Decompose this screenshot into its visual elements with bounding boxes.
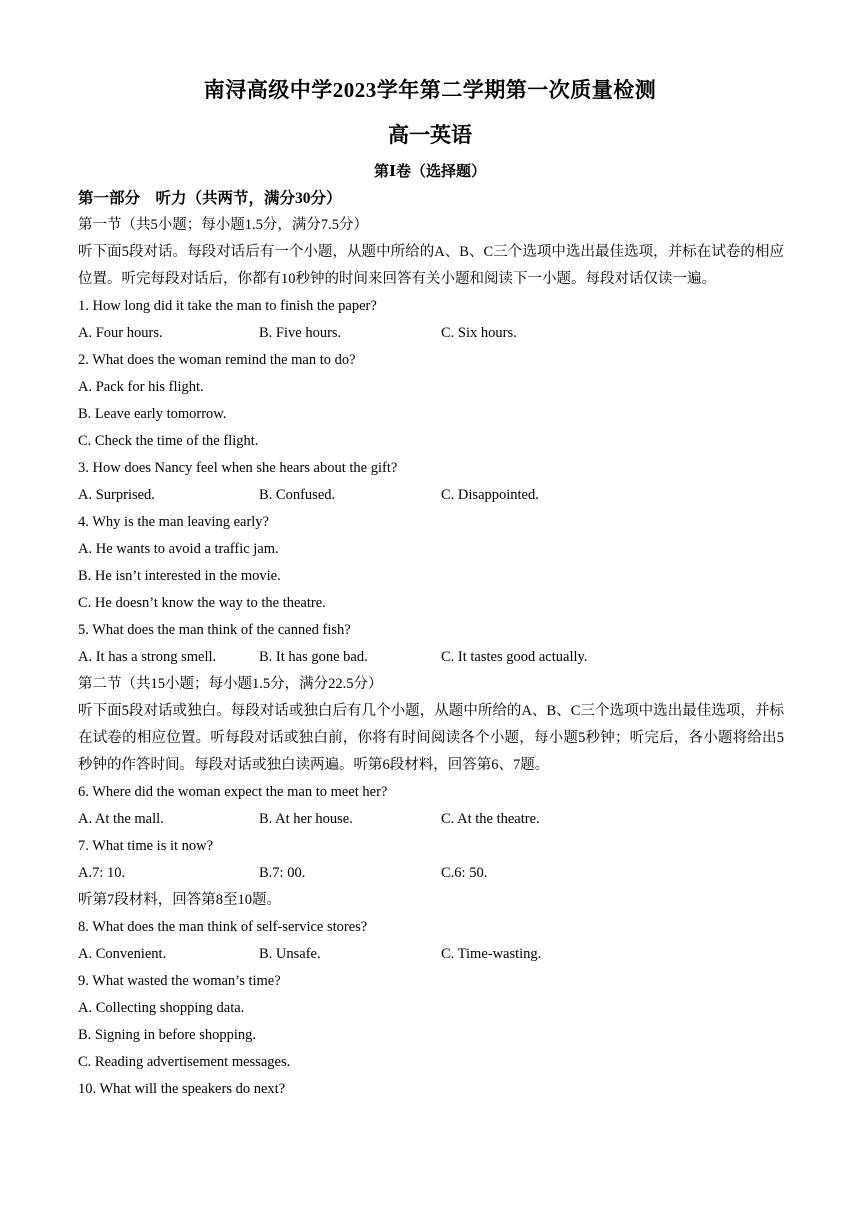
option-b: B. Unsafe. — [259, 946, 321, 962]
option-row — [78, 320, 784, 347]
option-a: A. At the mall. — [78, 811, 164, 827]
exam-content — [78, 185, 784, 1103]
question-stem: 7. What time is it now? — [78, 838, 214, 854]
option-c: C. Time-wasting. — [441, 946, 542, 962]
section-heading: 第二节（共15小题；每小题1.5分，满分22.5分） — [78, 676, 383, 692]
question-stem: 1. How long did it take the man to finish the paper? — [78, 298, 377, 314]
question-stem: 5. What does the man think of the canned fish? — [78, 622, 351, 638]
option-a: A. He wants to avoid a traffic jam. — [78, 541, 279, 557]
volume-title: 第Ⅰ卷（选择题） — [373, 164, 487, 180]
question-stem: 6. Where did the woman expect the man to meet her? — [78, 784, 388, 800]
option-row — [78, 806, 784, 833]
option-c: C. It tastes good actually. — [441, 649, 588, 665]
option-b: B. Five hours. — [259, 325, 342, 341]
option-c: C.6: 50. — [441, 865, 488, 881]
material-instruction: 听第7段材料，回答第8至10题。 — [78, 892, 281, 908]
option-row — [78, 941, 784, 968]
subject-title: 高一英语 — [388, 123, 472, 147]
option-row — [78, 482, 784, 509]
section-instructions: 听下面5段对话或独白。每段对话或独白后有几个小题，从题中所给的A、B、C三个选项中选出最佳选项，并标在试卷的相应位置。听每段对话或独白前，你将有时间阅读各个小题，每小题5秒钟；听完后，各小题将给出5秒钟的作答时间。每段对话或独白读两遍。听第6段材料，回答第6、7题。 — [78, 703, 784, 773]
option-b: B. It has gone bad. — [259, 649, 368, 665]
option-b: B.7: 00. — [259, 865, 306, 881]
exam-title: 南浔高级中学2023学年第二学期第一次质量检测 — [203, 78, 657, 102]
option-row — [78, 860, 784, 887]
option-b: B. Confused. — [259, 487, 336, 503]
option-c: C. Six hours. — [441, 325, 517, 341]
option-a: A. Four hours. — [78, 325, 163, 341]
section-instructions: 听下面5段对话。每段对话后有一个小题，从题中所给的A、B、C三个选项中选出最佳选项，并标在试卷的相应位置。听完每段对话后，你都有10秒钟的时间来回答有关小题和阅读下一小题。每段对话仅读一遍。 — [78, 244, 784, 287]
option-b: B. He isn’t interested in the movie. — [78, 568, 281, 584]
option-c: C. Check the time of the flight. — [78, 433, 259, 449]
question-stem: 4. Why is the man leaving early? — [78, 514, 269, 530]
question-stem: 2. What does the woman remind the man to do? — [78, 352, 356, 368]
option-b: B. Signing in before shopping. — [78, 1027, 257, 1043]
option-b: B. Leave early tomorrow. — [78, 406, 227, 422]
option-c: C. Reading advertisement messages. — [78, 1054, 291, 1070]
question-stem: 3. How does Nancy feel when she hears about the gift? — [78, 460, 398, 476]
part-heading: 第一部分 听力（共两节，满分30分） — [78, 190, 342, 207]
section-heading: 第一节（共5小题；每小题1.5分，满分7.5分） — [78, 217, 368, 233]
option-a: A. Collecting shopping data. — [78, 1000, 245, 1016]
option-a: A. It has a strong smell. — [78, 649, 217, 665]
option-a: A. Surprised. — [78, 487, 155, 503]
question-stem: 8. What does the man think of self-service stores? — [78, 919, 368, 935]
question-stem: 10. What will the speakers do next? — [78, 1081, 286, 1097]
option-c: C. He doesn’t know the way to the theatre. — [78, 595, 326, 611]
option-c: C. Disappointed. — [441, 487, 539, 503]
question-stem: 9. What wasted the woman’s time? — [78, 973, 281, 989]
option-row — [78, 644, 784, 671]
option-c: C. At the theatre. — [441, 811, 540, 827]
option-a: A. Pack for his flight. — [78, 379, 204, 395]
option-b: B. At her house. — [259, 811, 353, 827]
option-a: A. Convenient. — [78, 946, 167, 962]
option-a: A.7: 10. — [78, 865, 126, 881]
